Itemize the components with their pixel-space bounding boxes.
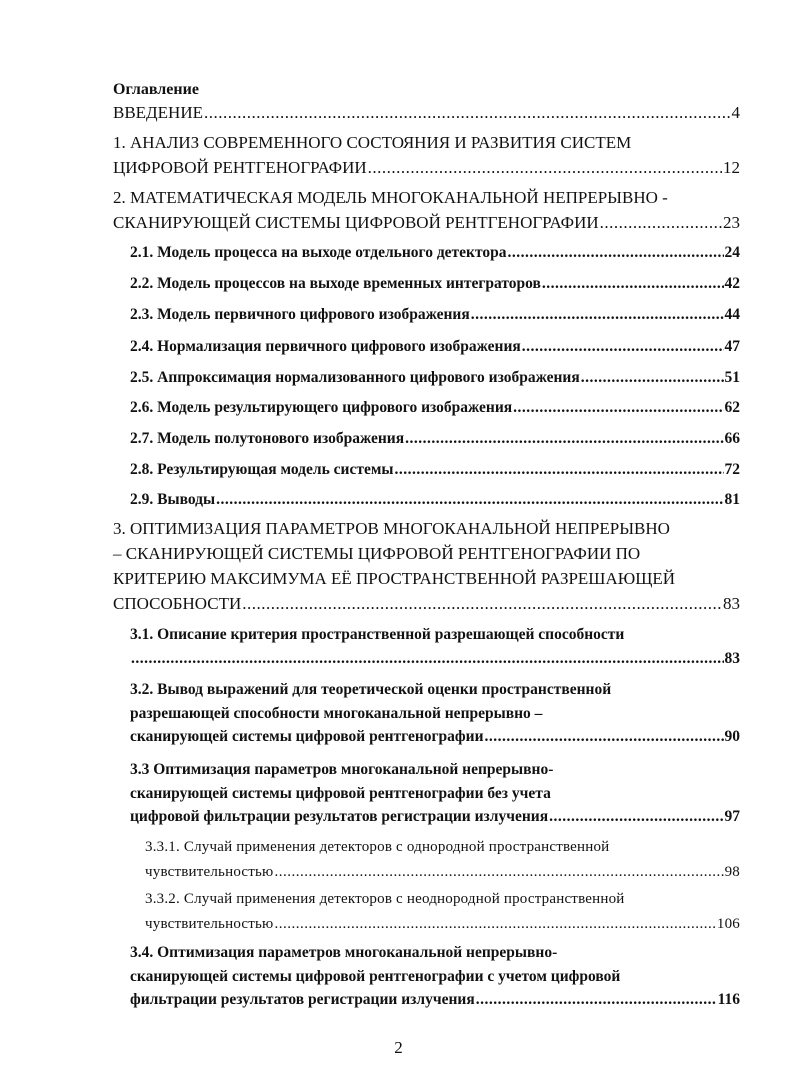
dot-leader <box>581 368 724 388</box>
toc-entry-text: ВВЕДЕНИЕ <box>113 103 203 122</box>
toc-entry[interactable] <box>113 516 740 616</box>
toc-page-number: 90 <box>724 728 740 745</box>
toc-entry-text: 1. АНАЛИЗ СОВРЕМЕННОГО СОСТОЯНИЯ И РАЗВИТИЯ СИСТЕМ <box>113 133 632 152</box>
toc-entry[interactable] <box>130 243 740 263</box>
toc-page-number: 97 <box>724 808 740 825</box>
toc-entry-text: 2.2. Модель процессов на выходе временных интеграторов <box>130 275 541 292</box>
toc-entry-line <box>130 490 740 510</box>
toc-page-number: 44 <box>724 306 740 323</box>
toc-entry-line <box>130 647 740 671</box>
toc-entry-line <box>113 210 740 235</box>
toc-entry-line <box>130 725 740 749</box>
toc-page-number: 24 <box>724 244 740 261</box>
toc-entry[interactable] <box>130 490 740 510</box>
toc-page-number: 81 <box>724 491 740 508</box>
toc-page-number: 62 <box>724 399 740 416</box>
dot-leader <box>549 805 723 829</box>
toc-page-number: 83 <box>724 649 740 667</box>
toc-entry-text: 2.8. Результирующая модель системы <box>130 461 394 478</box>
toc-entry[interactable] <box>130 337 740 357</box>
toc-page-number: 66 <box>724 430 740 447</box>
toc-page-number: 12 <box>723 158 740 177</box>
toc-heading: Оглавление <box>113 81 199 98</box>
dot-leader <box>368 155 722 180</box>
dot-leader <box>394 460 723 480</box>
dot-leader <box>216 490 723 510</box>
toc-entry-line <box>145 912 740 937</box>
toc-entry-text: 3.3.2. Случай применения детекторов с неоднородной пространственной <box>145 891 625 907</box>
toc-entry-text: сканирующей системы цифровой рентгенографии <box>130 728 484 745</box>
dot-leader <box>471 305 724 325</box>
toc-entry[interactable] <box>130 758 740 829</box>
dot-leader <box>131 647 724 671</box>
toc-entry-text: 3.3.1. Случай применения детекторов с однородной пространственной <box>145 839 610 855</box>
toc-page-number: 72 <box>724 461 740 478</box>
toc-entry-text: цифровой фильтрации результатов регистрации излучения <box>130 808 549 825</box>
toc-entry-line <box>130 274 740 294</box>
toc-entry-text: 3.2. Вывод выражений для теоретической оценки пространственной <box>130 681 612 698</box>
dot-leader <box>600 210 722 235</box>
toc-entry-text: 2.4. Нормализация первичного цифрового изображения <box>130 338 521 355</box>
toc-entry-line <box>145 860 740 885</box>
toc-entry-line <box>113 100 740 125</box>
toc-page-number: 42 <box>724 275 740 292</box>
toc-entry-line <box>130 988 740 1012</box>
toc-entry-text: 2.3. Модель первичного цифрового изображения <box>130 306 470 323</box>
toc-entry-text: разрешающей способности многоканальной непрерывно – <box>130 704 543 722</box>
toc-page-number: 116 <box>717 991 740 1008</box>
dot-leader <box>204 100 731 125</box>
toc-entry[interactable] <box>130 623 740 670</box>
toc-page-number: 23 <box>723 213 740 232</box>
toc-entry-text: 3.4. Оптимизация параметров многоканальной непрерывно- <box>130 944 558 961</box>
toc-entry-text: фильтрации результатов регистрации излучения <box>130 991 475 1008</box>
toc-entry-line <box>130 805 740 829</box>
toc-entry-line <box>130 243 740 263</box>
dot-leader <box>485 725 724 749</box>
toc-entry-line <box>130 368 740 388</box>
toc-entry[interactable] <box>130 305 740 325</box>
toc-entry-text: СКАНИРУЮЩЕЙ СИСТЕМЫ ЦИФРОВОЙ РЕНТГЕНОГРАФИИ <box>113 213 599 232</box>
toc-entry-line <box>130 305 740 325</box>
toc-entry-text: 2.5. Аппроксимация нормализованного цифрового изображения <box>130 369 580 386</box>
dot-leader <box>274 860 723 885</box>
toc-entry-text: СПОСОБНОСТИ <box>113 594 242 613</box>
dot-leader <box>522 337 724 357</box>
toc-entry-text: 2. МАТЕМАТИЧЕСКАЯ МОДЕЛЬ МНОГОКАНАЛЬНОЙ НЕПРЕРЫВНО - <box>113 188 668 207</box>
toc-entry-line <box>130 337 740 357</box>
toc-entry-text: 3.1. Описание критерия пространственной разрешающей способности <box>130 626 625 643</box>
dot-leader <box>242 591 722 616</box>
toc-entry[interactable] <box>130 941 740 1012</box>
toc-entry[interactable] <box>130 398 740 418</box>
dot-leader <box>513 398 723 418</box>
toc-page-number: 98 <box>724 864 740 880</box>
toc-entry[interactable] <box>130 429 740 449</box>
toc-entry-line <box>113 155 740 180</box>
toc-page-number: 51 <box>724 369 740 386</box>
toc-entry-text: – СКАНИРУЮЩЕЙ СИСТЕМЫ ЦИФРОВОЙ РЕНТГЕНОГРАФИИ ПО <box>113 544 641 563</box>
toc-page-number: 83 <box>723 594 740 613</box>
toc-page-number: 4 <box>731 103 740 122</box>
toc-page-number: 106 <box>716 916 740 932</box>
dot-leader <box>274 912 715 937</box>
toc-entry-text: сканирующей системы цифровой рентгенографии без учета <box>130 784 551 802</box>
toc-entry-text: 3. ОПТИМИЗАЦИЯ ПАРАМЕТРОВ МНОГОКАНАЛЬНОЙ НЕПРЕРЫВНО <box>113 519 670 538</box>
toc-entry-text: чувствительностью <box>145 916 274 932</box>
dot-leader <box>405 429 723 449</box>
toc-page-number: 47 <box>724 338 740 355</box>
toc-entry[interactable] <box>130 460 740 480</box>
toc-entry-text: ЦИФРОВОЙ РЕНТГЕНОГРАФИИ <box>113 158 367 177</box>
toc-entry-text: КРИТЕРИЮ МАКСИМУМА ЕЁ ПРОСТРАНСТВЕННОЙ РАЗРЕШАЮЩЕЙ <box>113 569 676 588</box>
toc-entry-text: 2.9. Выводы <box>130 491 216 508</box>
toc-entry-text: сканирующей системы цифровой рентгенографии с учетом цифровой <box>130 967 621 985</box>
toc-entry[interactable] <box>145 835 740 885</box>
toc-entry-line <box>130 460 740 480</box>
toc-entry-text: 2.6. Модель результирующего цифрового изображения <box>130 399 513 416</box>
toc-entry[interactable] <box>113 185 740 235</box>
toc-entry-text: 2.1. Модель процесса на выходе отдельного детектора <box>130 244 507 261</box>
toc-entry-line <box>130 429 740 449</box>
dot-leader <box>508 243 724 263</box>
toc-entry[interactable] <box>113 100 740 125</box>
toc-entry-text: чувствительностью <box>145 864 274 880</box>
toc-entry[interactable] <box>145 887 740 937</box>
toc-entry[interactable] <box>113 130 740 180</box>
toc-entry-text: 3.3 Оптимизация параметров многоканальной непрерывно- <box>130 761 554 778</box>
toc-entry-line <box>130 398 740 418</box>
toc-entry-line <box>113 591 740 616</box>
dot-leader <box>542 274 724 294</box>
dot-leader <box>476 988 717 1012</box>
page-number: 2 <box>394 1038 403 1057</box>
toc-entry[interactable] <box>130 678 740 749</box>
toc-entry[interactable] <box>130 274 740 294</box>
toc-entry[interactable] <box>130 368 740 388</box>
toc-entry-text: 2.7. Модель полутонового изображения <box>130 430 405 447</box>
